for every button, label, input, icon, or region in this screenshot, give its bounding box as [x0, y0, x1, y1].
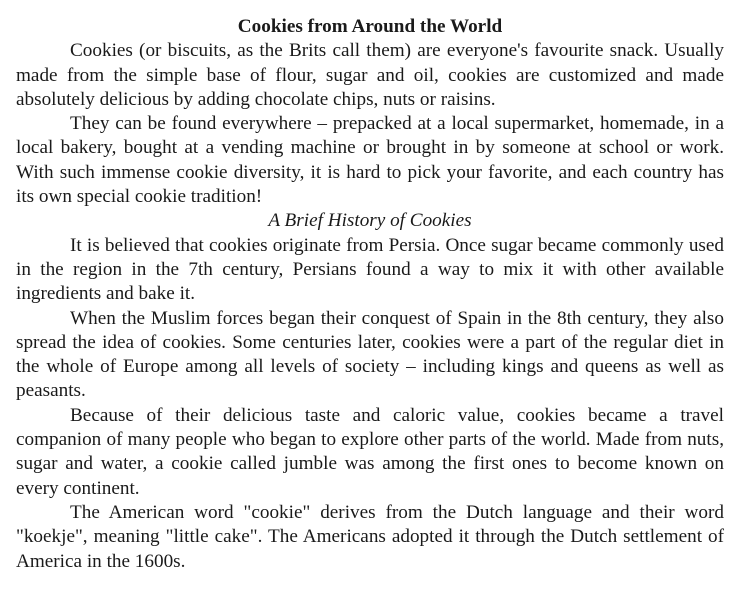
paragraph-intro-2: They can be found everywhere – prepacked at a local supermarket, homemade, in a local bakery, bought at a vending machine or brought in by someone at school or work. With such immense cookie diversity, it is hard to pick your favorite, and each country has its own special cookie tradition! — [16, 113, 724, 208]
paragraph-history-3: Because of their delicious taste and caloric value, cookies became a travel companion of many people who began to explore other parts of the world. Made from nuts, sugar and water, a cookie called jumble was among the first ones to become known on every continent. — [16, 404, 724, 499]
paragraph-history-4: The American word "cookie" derives from the Dutch language and their word "koekje", meaning "little cake". The Americans adopted it through the Dutch settlement of America in the 1600s. — [16, 501, 724, 572]
paragraph-history-1: It is believed that cookies originate from Persia. Once sugar became commonly used in the region in the 7th century, Persians found a way to mix it with other available ingredients and bake it. — [16, 234, 724, 305]
section-heading: A Brief History of Cookies — [268, 210, 472, 232]
article — [16, 15, 724, 574]
paragraph-history-2: When the Muslim forces began their conquest of Spain in the 8th century, they also spread the idea of cookies. Some centuries later, cookies were a part of the regular diet in the whole of Europe among all levels of society – including kings and queens as well as peasants. — [16, 307, 724, 402]
paragraph-intro-1: Cookies (or biscuits, as the Brits call them) are everyone's favourite snack. Usually made from the simple base of flour, sugar and oil, cookies are customized and made absolutely delicious by adding chocolate chips, nuts or raisins. — [16, 40, 724, 110]
article-title: Cookies from Around the World — [237, 16, 503, 37]
